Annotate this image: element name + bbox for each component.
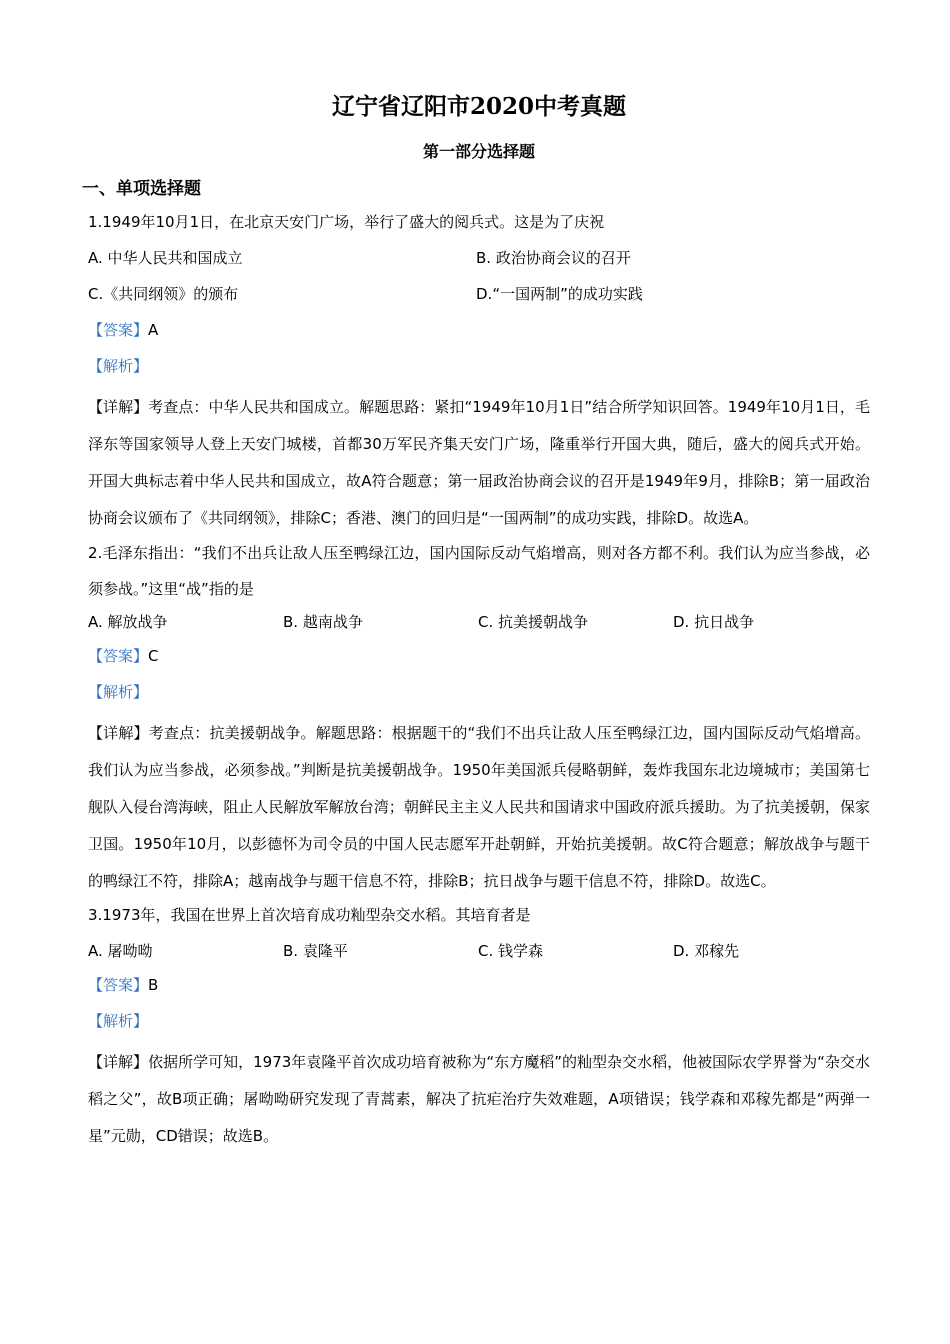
answer-value: B xyxy=(148,976,159,994)
analysis-label: 【解析】 xyxy=(88,683,149,701)
analysis-line xyxy=(88,1008,870,1034)
option-a: A. 解放战争 xyxy=(88,613,168,631)
answer-value: C xyxy=(148,647,159,665)
detail-label: 【详解】 xyxy=(88,398,149,416)
answer-line xyxy=(88,317,870,343)
detail-label: 【详解】 xyxy=(88,724,149,742)
option-d: D. 邓稼先 xyxy=(673,942,740,960)
answer-label: 【答案】 xyxy=(88,976,149,994)
analysis-label: 【解析】 xyxy=(88,1012,149,1030)
question-stem: 1.1949年10月1日，在北京天安门广场，举行了盛大的阅兵式。这是为了庆祝 xyxy=(88,213,605,231)
answer-label: 【答案】 xyxy=(88,321,149,339)
detail-text: 依据所学可知，1973年袁隆平首次成功培育被称为“东方魔稻”的籼型杂交水稻，他被国际农学界誉为“杂交水稻之父”，故B项正确；屠呦呦研究发现了青蒿素，解决了抗疟治疗失效难题，A项错误；钱学森和邓稼先都是“两弹一星”元勋，CD错误；故选B。 xyxy=(88,1053,870,1145)
detail-paragraph xyxy=(88,715,870,900)
question-stem: 2.毛泽东指出：“我们不出兵让敌人压至鸭绿江边，国内国际反动气焰增高，则对各方都不利。我们认为应当参战，必须参战。”这里“战”指的是 xyxy=(88,544,870,598)
detail-paragraph xyxy=(88,1044,870,1155)
option-b: B. 政治协商会议的召开 xyxy=(476,249,631,267)
option-c: C. 钱学森 xyxy=(478,942,544,960)
option-d: D. 抗日战争 xyxy=(673,613,755,631)
analysis-line xyxy=(88,679,870,705)
answer-label: 【答案】 xyxy=(88,647,149,665)
option-c: C.《共同纲领》的颁布 xyxy=(88,285,239,303)
detail-label: 【详解】 xyxy=(88,1053,149,1071)
section-heading: 一、单项选择题 xyxy=(82,179,201,199)
option-a: A. 中华人民共和国成立 xyxy=(88,249,243,267)
option-b: B. 越南战争 xyxy=(283,613,363,631)
analysis-label: 【解析】 xyxy=(88,357,149,375)
question-options xyxy=(88,938,870,964)
question-options xyxy=(88,609,870,635)
detail-paragraph xyxy=(88,389,870,537)
question-options xyxy=(88,245,870,271)
answer-line xyxy=(88,972,870,998)
answer-line xyxy=(88,643,870,669)
detail-text: 考查点：中华人民共和国成立。解题思路：紧扣“1949年10月1日”结合所学知识回答。1949年10月1日，毛泽东等国家领导人登上天安门城楼，首都30万军民齐集天安门广场，隆重举行开国大典，随后，盛大的阅兵式开始。开国大典标志着中华人民共和国成立，故A符合题意；第一届政治协商会议的召开是1949年9月，排除B；第一届政治协商会议颁布了《共同纲领》，排除C；香港、澳门的回归是“一国两制”的成功实践，排除D。故选A。 xyxy=(88,398,870,527)
option-d: D.“一国两制”的成功实践 xyxy=(476,285,643,303)
detail-text: 考查点：抗美援朝战争。解题思路：根据题干的“我们不出兵让敌人压至鸭绿江边，国内国际反动气焰增高。我们认为应当参战，必须参战。”判断是抗美援朝战争。1950年美国派兵侵略朝鲜，轰炸我国东北边境城市；美国第七舰队入侵台湾海峡，阻止人民解放军解放台湾；朝鲜民主主义人民共和国请求中国政府派兵援助。为了抗美援朝，保家卫国。1950年10月，以彭德怀为司令员的中国人民志愿军开赴朝鲜，开始抗美援朝。故C符合题意；解放战争与题干的鸭绿江不符，排除A；越南战争与题干信息不符，排除B；抗日战争与题干信息不符，排除D。故选C。 xyxy=(88,724,870,890)
answer-value: A xyxy=(148,321,159,339)
page-subtitle: 第一部分选择题 xyxy=(422,142,535,161)
question-stem: 3.1973年，我国在世界上首次培育成功籼型杂交水稻。其培育者是 xyxy=(88,906,531,924)
option-a: A. 屠呦呦 xyxy=(88,942,153,960)
question-options xyxy=(88,281,870,307)
page-title: 辽宁省辽阳市2020中考真题 xyxy=(331,93,626,120)
option-c: C. 抗美援朝战争 xyxy=(478,613,589,631)
analysis-line xyxy=(88,353,870,379)
option-b: B. 袁隆平 xyxy=(283,942,348,960)
